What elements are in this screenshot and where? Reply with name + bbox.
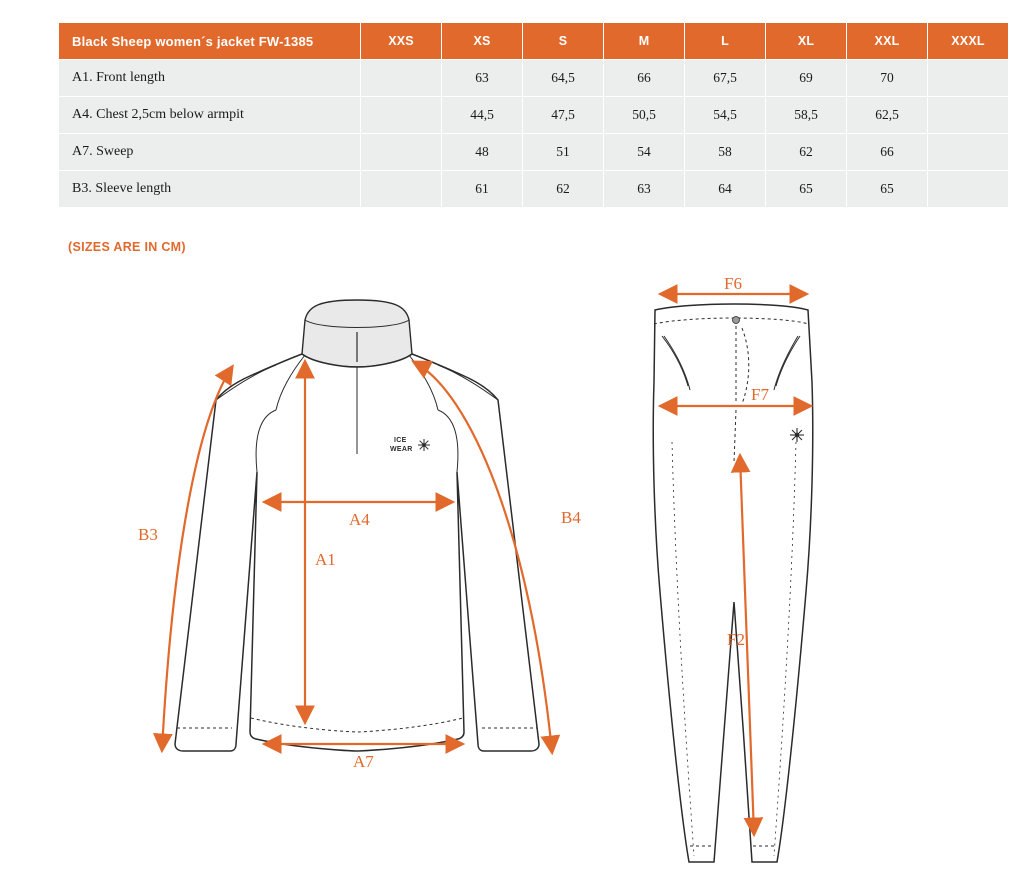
cell xyxy=(928,171,1009,208)
table-body xyxy=(59,60,1009,208)
row-label: B3. Sleeve length xyxy=(59,171,361,208)
cell xyxy=(928,97,1009,134)
label-b3: B3 xyxy=(138,525,158,544)
cell xyxy=(928,60,1009,97)
jacket-logo-icon xyxy=(418,439,430,451)
row-label: A4. Chest 2,5cm below armpit xyxy=(59,97,361,134)
cell: 62 xyxy=(766,134,847,171)
label-f2: F2 xyxy=(727,630,745,649)
cell: 66 xyxy=(847,134,928,171)
table-row xyxy=(59,60,1009,97)
cell: 48 xyxy=(442,134,523,171)
table-header-xxxl: XXXL xyxy=(928,23,1009,60)
table-header-xl: XL xyxy=(766,23,847,60)
table-header-row xyxy=(59,23,1009,60)
cell: 65 xyxy=(766,171,847,208)
row-label: A1. Front length xyxy=(59,60,361,97)
label-a1: A1 xyxy=(315,550,336,569)
brand-text-line2: WEAR xyxy=(390,446,413,453)
table-row xyxy=(59,97,1009,134)
pants-logo-icon xyxy=(790,428,804,442)
cell: 44,5 xyxy=(442,97,523,134)
cell: 63 xyxy=(604,171,685,208)
cell: 69 xyxy=(766,60,847,97)
cell: 61 xyxy=(442,171,523,208)
illustration-area xyxy=(0,262,1032,887)
table-row xyxy=(59,171,1009,208)
cell xyxy=(928,134,1009,171)
label-b4: B4 xyxy=(561,508,581,527)
table-header-m: M xyxy=(604,23,685,60)
label-a7: A7 xyxy=(353,752,374,771)
label-a4: A4 xyxy=(349,510,370,529)
table-header xyxy=(59,23,1009,60)
cell: 58 xyxy=(685,134,766,171)
cell: 54 xyxy=(604,134,685,171)
table-row xyxy=(59,134,1009,171)
cell: 63 xyxy=(442,60,523,97)
size-table xyxy=(58,22,1009,208)
cell: 54,5 xyxy=(685,97,766,134)
cell xyxy=(361,97,442,134)
cell: 65 xyxy=(847,171,928,208)
brand-text-line1: ICE xyxy=(394,437,407,444)
garment-diagram-svg xyxy=(0,262,1032,887)
cell xyxy=(361,134,442,171)
table-header-product: Black Sheep women´s jacket FW-1385 xyxy=(59,23,361,60)
cell: 51 xyxy=(523,134,604,171)
table-header-xxl: XXL xyxy=(847,23,928,60)
cell: 64,5 xyxy=(523,60,604,97)
cell: 58,5 xyxy=(766,97,847,134)
cell: 70 xyxy=(847,60,928,97)
cell: 50,5 xyxy=(604,97,685,134)
units-note: (SIZES ARE IN CM) xyxy=(68,240,186,254)
cell: 62,5 xyxy=(847,97,928,134)
label-f6: F6 xyxy=(724,274,742,293)
table-header-l: L xyxy=(685,23,766,60)
cell: 66 xyxy=(604,60,685,97)
label-f7: F7 xyxy=(751,385,769,404)
cell xyxy=(361,60,442,97)
cell: 64 xyxy=(685,171,766,208)
cell: 47,5 xyxy=(523,97,604,134)
table-header-s: S xyxy=(523,23,604,60)
pants-illustration xyxy=(653,304,813,862)
table-header-xs: XS xyxy=(442,23,523,60)
cell: 67,5 xyxy=(685,60,766,97)
cell xyxy=(361,171,442,208)
row-label: A7. Sweep xyxy=(59,134,361,171)
table-header-xxs: XXS xyxy=(361,23,442,60)
cell: 62 xyxy=(523,171,604,208)
